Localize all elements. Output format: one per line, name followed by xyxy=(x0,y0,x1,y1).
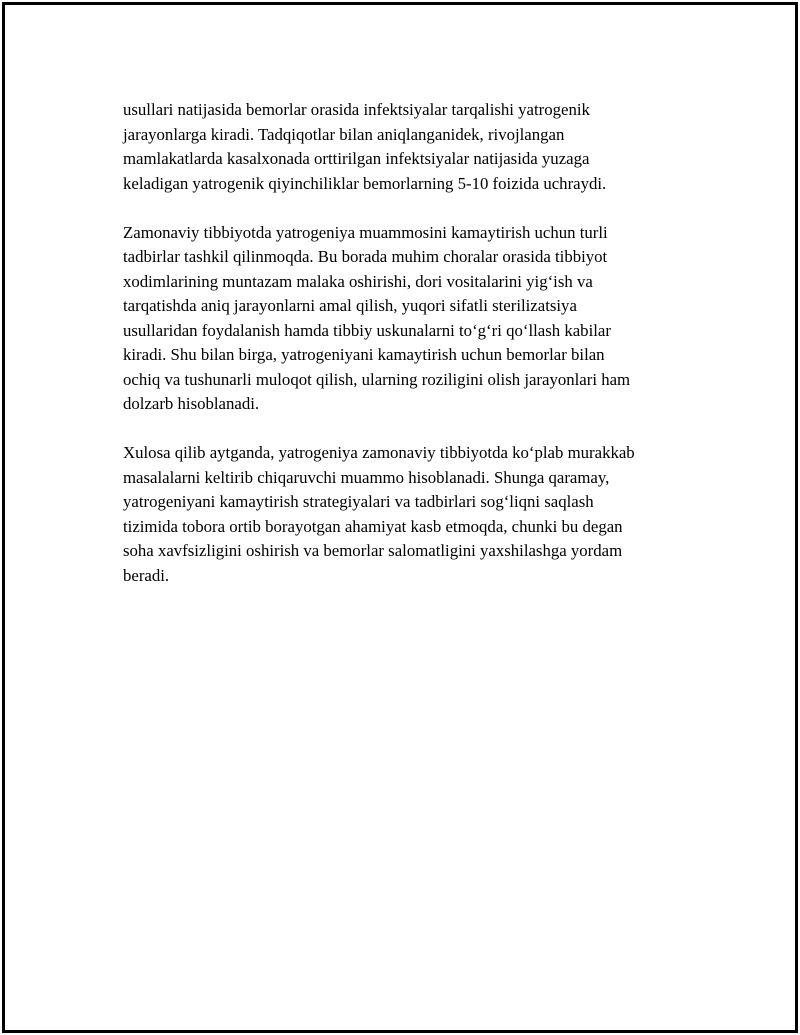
text-line: kiradi. Shu bilan birga, yatrogeniyani kamaytirish uchun bemorlar bilan xyxy=(123,345,605,364)
text-line: Zamonaviy tibbiyotda yatrogeniya muammosini kamaytirish uchun turli xyxy=(123,222,608,242)
document-body xyxy=(123,98,703,613)
text-line: masalalarni keltirib chiqaruvchi muammo hisoblanadi. Shunga qaramay, xyxy=(123,467,610,487)
text-line: tizimida tobora ortib borayotgan ahamiyat kasb etmoqda, chunki bu degan xyxy=(123,516,623,536)
text-line: xodimlarining muntazam malaka oshirishi, dori vositalarini yig‘ish va xyxy=(123,271,593,291)
text-line: usullari natijasida bemorlar orasida infektsiyalar tarqalishi yatrogenik xyxy=(123,100,590,119)
text-line: mamlakatlarda kasalxonada orttirilgan infektsiyalar natijasida yuzaga xyxy=(123,149,590,168)
text-line: soha xavfsizligini oshirish va bemorlar salomatligini yaxshilashga yordam xyxy=(123,541,623,560)
text-line: beradi. xyxy=(123,565,170,585)
paragraph-2 xyxy=(123,221,703,417)
text-line: tarqatishda aniq jarayonlarni amal qilish, yuqori sifatli sterilizatsiya xyxy=(123,296,577,315)
text-line: tadbirlar tashkil qilinmoqda. Bu borada muhim choralar orasida tibbiyot xyxy=(123,247,608,266)
text-line: Xulosa qilib aytganda, yatrogeniya zamonaviy tibbiyotda ko‘plab murakkab xyxy=(123,443,635,462)
paragraph-1 xyxy=(123,98,703,196)
paragraph-3 xyxy=(123,441,703,588)
text-line: usullaridan foydalanish hamda tibbiy uskunalarni to‘g‘ri qo‘llash kabilar xyxy=(123,320,611,340)
text-line: dolzarb hisoblanadi. xyxy=(123,394,260,413)
text-line: jarayonlarga kiradi. Tadqiqotlar bilan aniqlanganidek, rivojlangan xyxy=(123,124,565,144)
text-line: keladigan yatrogenik qiyinchiliklar bemorlarning 5-10 foizida uchraydi. xyxy=(123,173,607,193)
page-frame xyxy=(2,2,798,1033)
text-line: ochiq va tushunarli muloqot qilish, ularning roziligini olish jarayonlari ham xyxy=(123,369,631,389)
text-line: yatrogeniyani kamaytirish strategiyalari va tadbirlari sog‘liqni saqlash xyxy=(123,492,594,511)
